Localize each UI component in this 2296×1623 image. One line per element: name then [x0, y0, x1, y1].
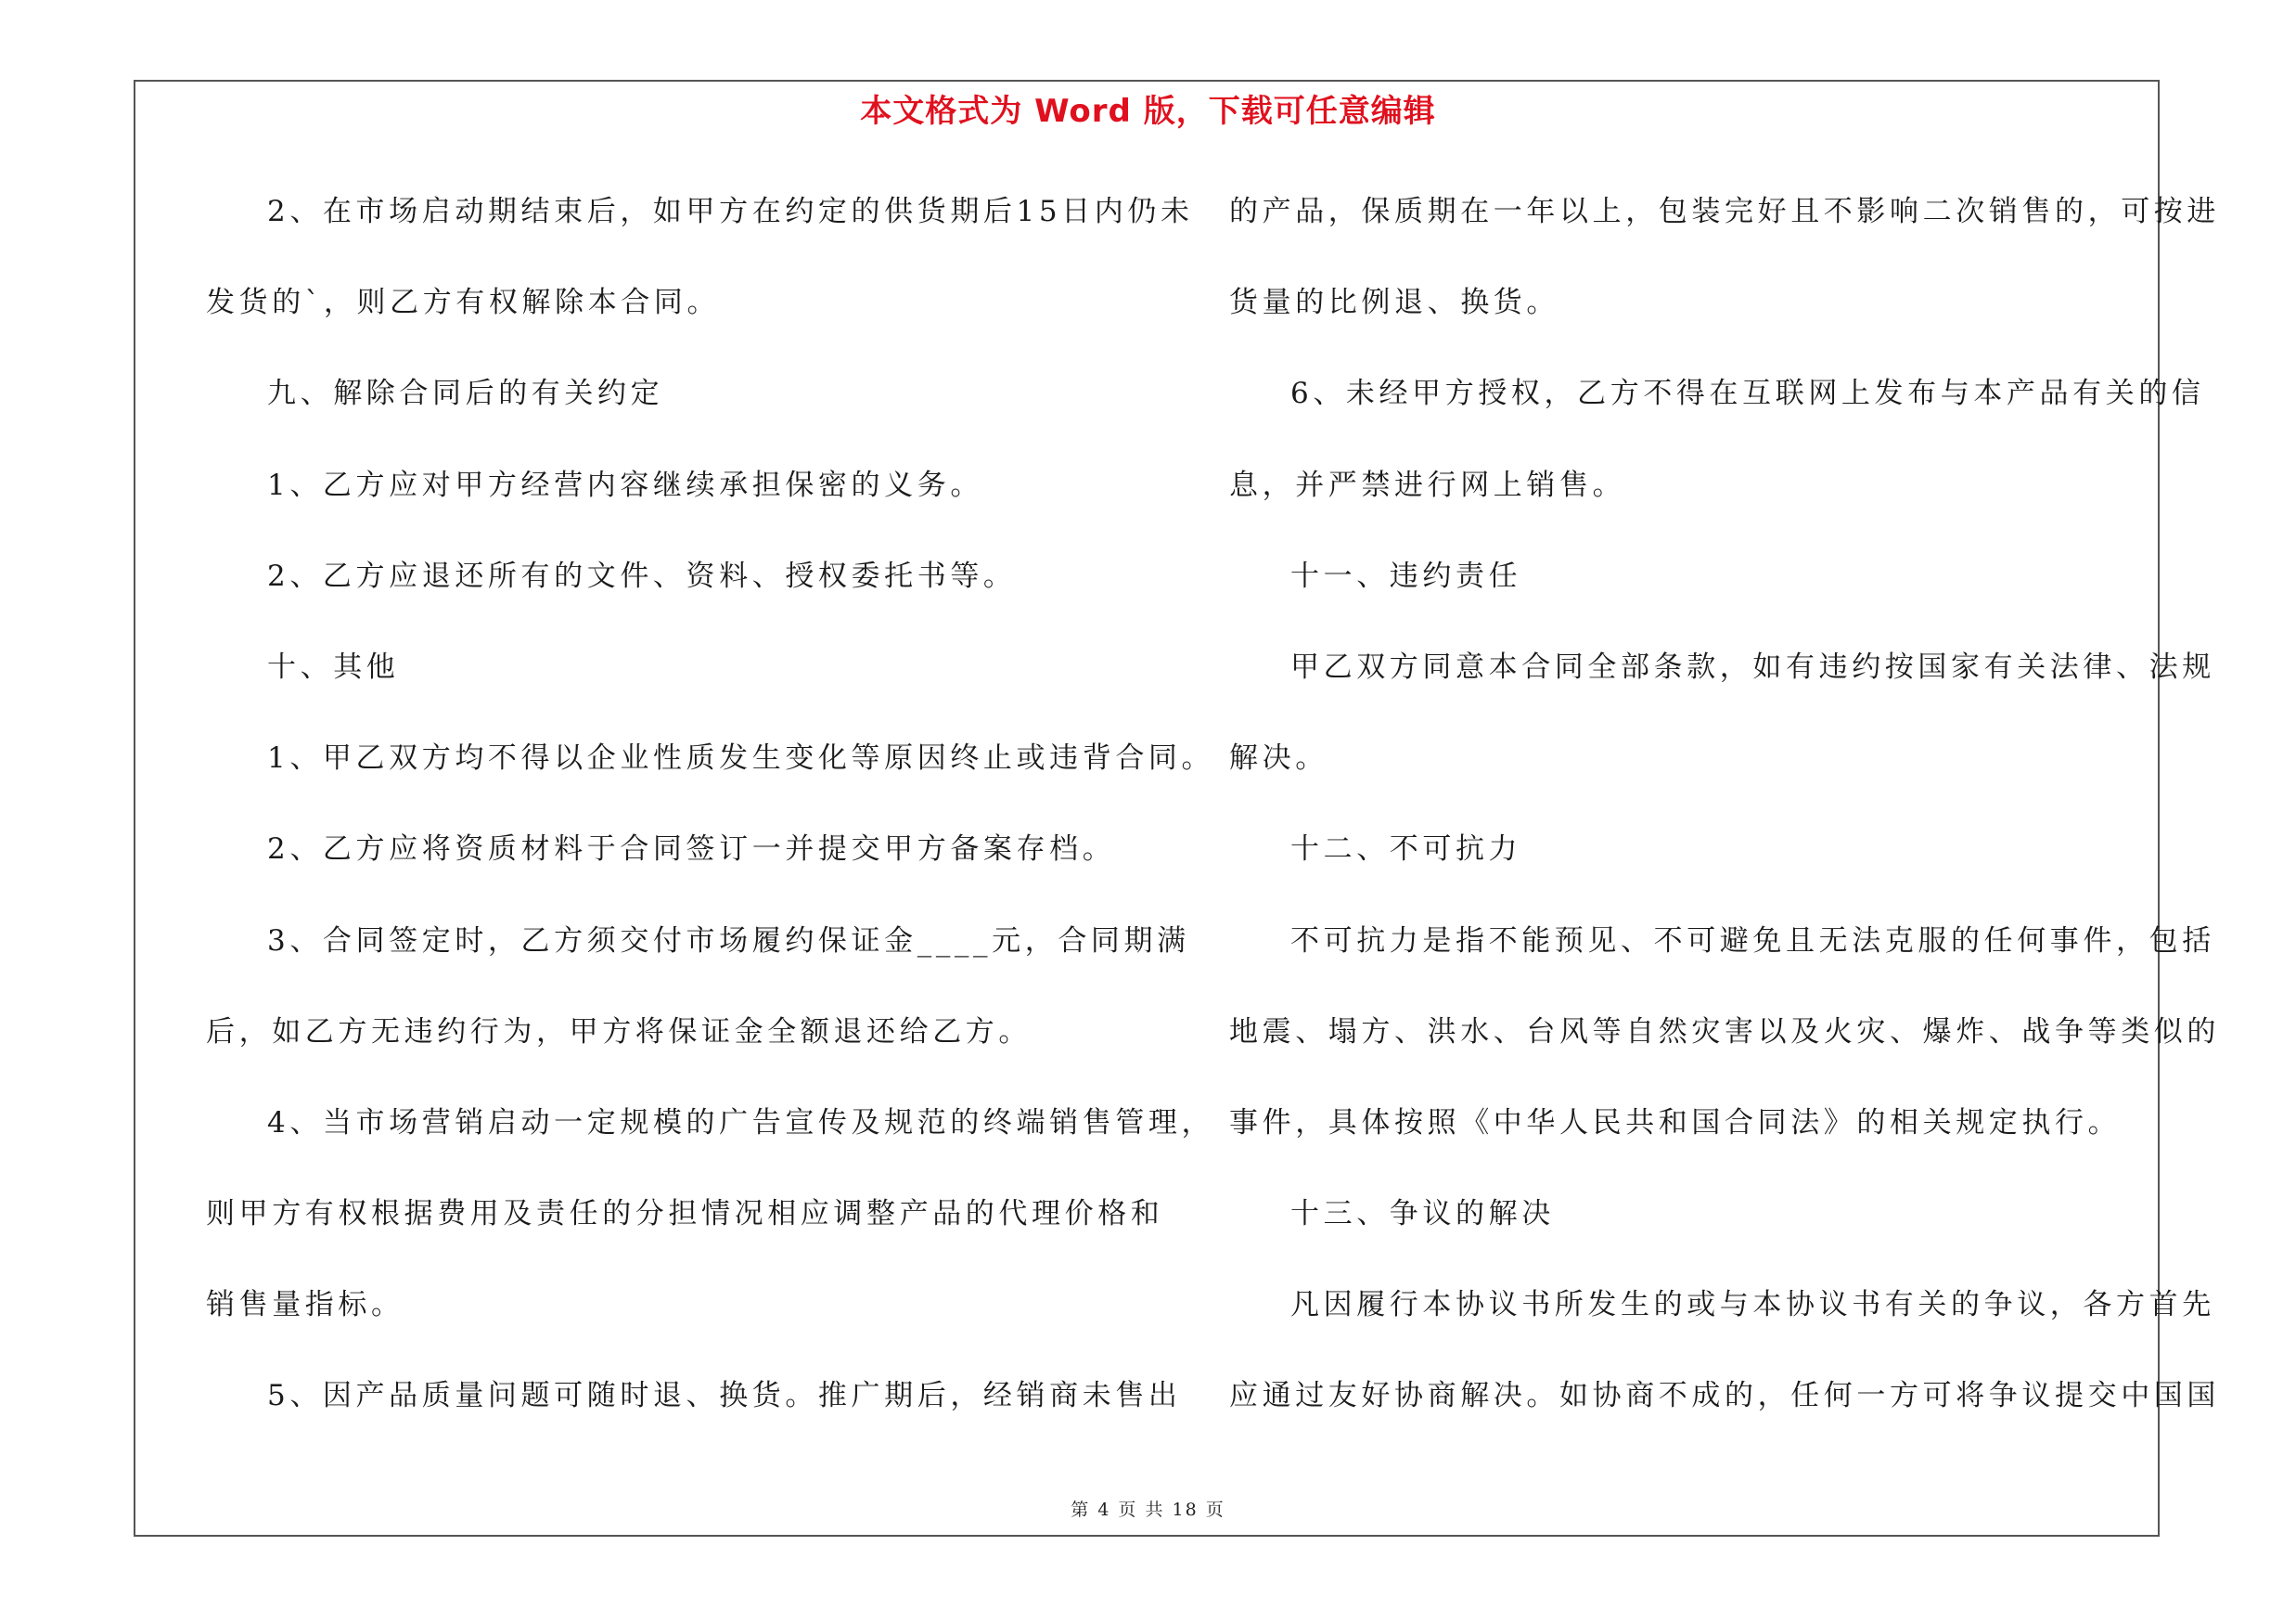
text-line: 2、乙方应将资质材料于合同签订一并提交甲方备案存档。: [267, 832, 1116, 867]
text-line: 2、乙方应退还所有的文件、资料、授权委托书等。: [267, 559, 1017, 593]
text-line: 十二、不可抗力: [1290, 832, 1522, 867]
text-line: 4、当市场营销启动一定规模的广告宣传及规范的终端销售管理，: [267, 1105, 1215, 1140]
text-line: 九、解除合同后的有关约定: [267, 377, 664, 411]
text-line: 应通过友好协商解决。如协商不成的，任何一方可将争议提交中国国: [1229, 1379, 2220, 1413]
text-line: 的产品，保质期在一年以上，包装完好且不影响二次销售的，可按进: [1229, 195, 2220, 228]
right-text-column: [1229, 182, 2220, 1458]
text-line: 甲乙双方同意本合同全部条款，如有违约按国家有关法律、法规: [1290, 650, 2215, 684]
text-line: 不可抗力是指不能预见、不可避免且无法克服的任何事件，包括: [1290, 923, 2215, 958]
text-line: 十三、争议的解决: [1290, 1197, 1555, 1231]
text-line: 凡因履行本协议书所发生的或与本协议书有关的争议，各方首先: [1290, 1288, 2215, 1322]
text-line: 销售量指标。: [206, 1288, 404, 1322]
left-text-column: [206, 182, 1215, 1458]
text-line: 十一、违约责任: [1290, 559, 1522, 593]
text-line: 发货的`，则乙方有权解除本合同。: [206, 286, 721, 320]
text-line: 货量的比例退、换货。: [1229, 286, 1559, 320]
text-line: 息，并严禁进行网上销售。: [1229, 468, 1626, 502]
format-banner: 本文格式为 Word 版，下载可任意编辑: [860, 93, 1436, 130]
text-line: 地震、塌方、洪水、台风等自然灾害以及火灾、爆炸、战争等类似的: [1229, 1014, 2220, 1049]
text-line: 解决。: [1229, 741, 1328, 776]
text-line: 3、合同签定时，乙方须交付市场履约保证金____元，合同期满: [267, 923, 1190, 958]
text-line: 6、未经甲方授权，乙方不得在互联网上发布与本产品有关的信: [1290, 377, 2205, 411]
text-line: 1、甲乙双方均不得以企业性质发生变化等原因终止或违背合同。: [267, 741, 1215, 776]
page-number-footer: 第 4 页 共 18 页: [1071, 1500, 1225, 1520]
text-line: 5、因产品质量问题可随时退、换货。推广期后，经销商未售出: [267, 1379, 1182, 1413]
text-line: 则甲方有权根据费用及责任的分担情况相应调整产品的代理价格和: [206, 1197, 1164, 1231]
text-line: 1、乙方应对甲方经营内容继续承担保密的义务。: [267, 468, 983, 502]
text-line: 后，如乙方无违约行为，甲方将保证金全额退还给乙方。: [206, 1014, 1032, 1049]
text-line: 事件，具体按照《中华人民共和国合同法》的相关规定执行。: [1229, 1105, 2122, 1140]
text-line: 2、在市场启动期结束后，如甲方在约定的供货期后15日内仍未: [267, 195, 1194, 228]
text-line: 十、其他: [267, 650, 400, 684]
